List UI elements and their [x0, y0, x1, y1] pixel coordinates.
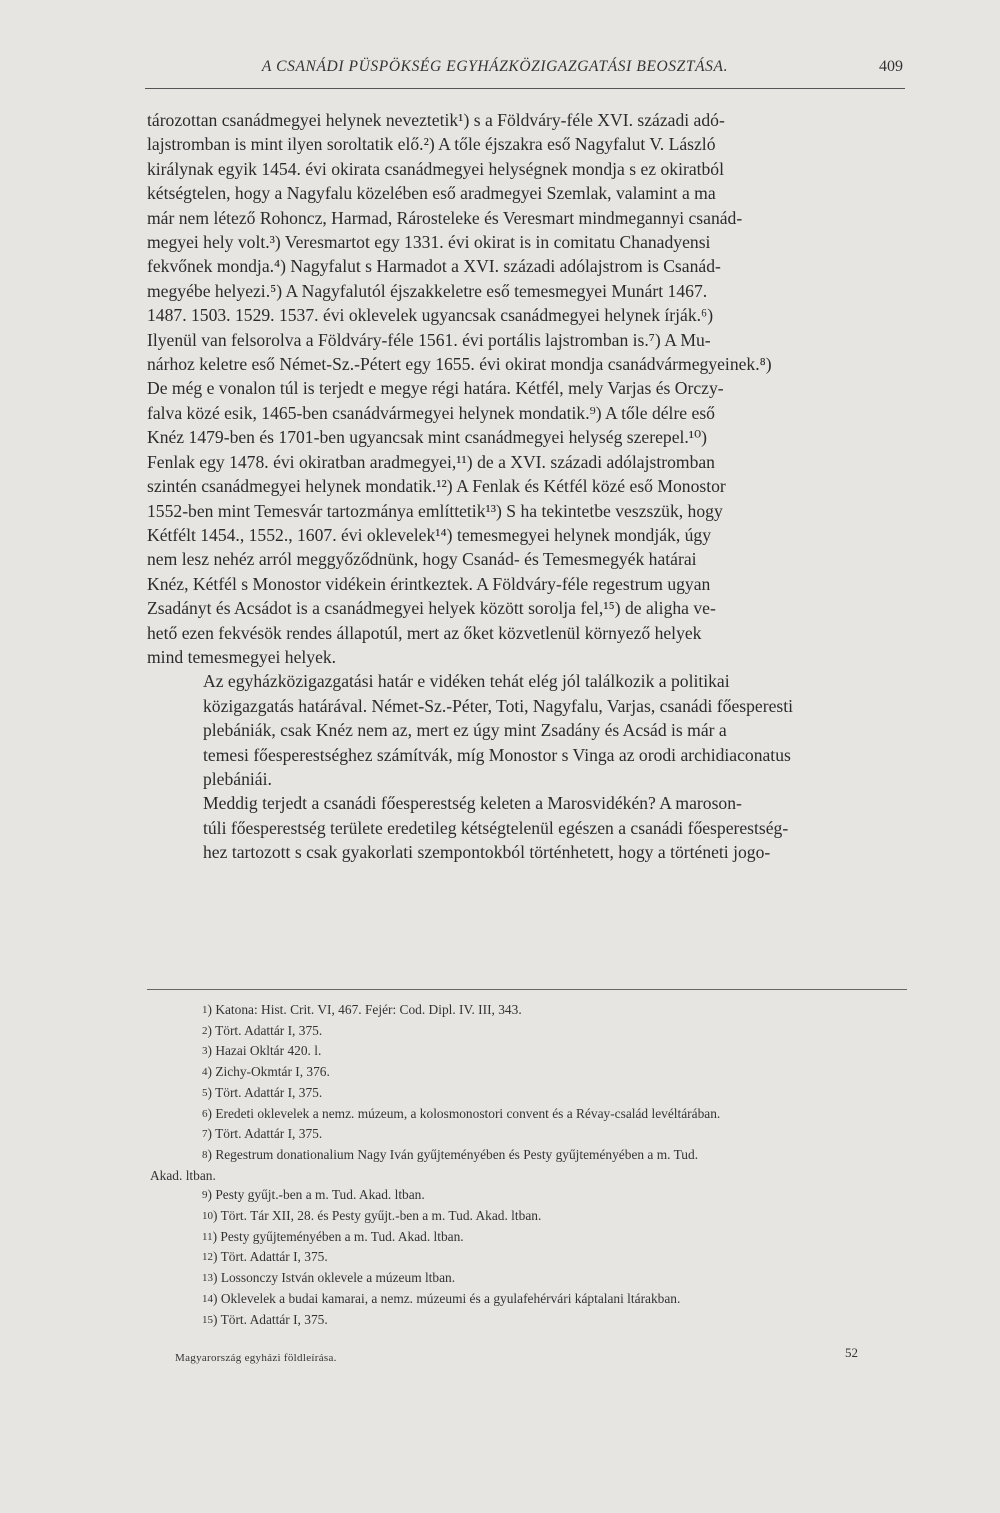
footnote-number: 13 — [202, 1272, 213, 1285]
footnote — [150, 1104, 910, 1125]
footnote-number: 6 — [202, 1107, 208, 1120]
footnote-marker: ) — [207, 1084, 216, 1100]
footnote-marker: ) — [207, 1146, 216, 1162]
paragraph — [147, 791, 905, 864]
footnote — [150, 1247, 910, 1268]
page-number: 409 — [879, 58, 903, 75]
signature-line: Magyarország egyházi földleírása. — [175, 1352, 337, 1364]
text-line: Fenlak egy 1478. évi okiratban aradmegyei,¹¹) de a XVI. századi adólajstromban — [147, 451, 715, 472]
footnote-text: Zichy-Okmtár I, 376. — [215, 1064, 330, 1080]
footnote-text: Eredeti oklevelek a nemz. múzeum, a kolosmonostori convent és a Révay-család levéltárában. — [215, 1105, 721, 1121]
sheet-number: 52 — [845, 1345, 858, 1360]
footnote — [150, 1083, 910, 1104]
footnote-number: 1 — [202, 1004, 208, 1016]
footnote-number: 4 — [202, 1066, 208, 1079]
footnote-number: 11 — [202, 1230, 213, 1243]
text-line: Zsadányt és Acsádot is a csanádmegyei helyek között sorolja fel,¹⁵) de aligha ve- — [147, 598, 716, 619]
text-line: királynak egyik 1454. évi okirata csanádmegyei helységnek mondja s ez okiratból — [147, 158, 724, 179]
footnote-number: 5 — [202, 1086, 208, 1099]
footnote-text: Tört. Tár XII, 28. és Pesty gyűjt.-ben a m. Tud. Akad. ltban. — [220, 1208, 542, 1224]
footnote-text: Regestrum donationalium Nagy Iván gyűjteményében és Pesty gyűjteményében a m. Tud. — [215, 1146, 699, 1162]
footnote — [150, 1185, 910, 1206]
footnote-marker: ) — [213, 1270, 221, 1286]
text-line: Az egyházközigazgatási határ e vidéken tehát elég jól találkozik a politikai — [203, 671, 730, 692]
footnote — [150, 1310, 910, 1331]
footnote — [150, 1206, 910, 1227]
footnote-number: 7 — [202, 1128, 208, 1141]
footnote-text: Pesty gyűjteményében a m. Tud. Akad. ltban. — [220, 1228, 464, 1244]
text-line: Knéz, Kétfél s Monostor vidékein érintkeztek. A Földváry-féle regestrum ugyan — [147, 573, 711, 594]
text-line: megyébe helyezi.⁵) A Nagyfalutól éjszakkeletre eső temesmegyei Munárt 1467. — [147, 280, 708, 301]
text-line: közigazgatás határával. Német-Sz.-Péter, Toti, Nagyfalu, Varjas, csanádi főesperesti — [203, 695, 793, 716]
text-line: De még e vonalon túl is terjedt e megye régi határa. Kétfél, mely Varjas és Orczy- — [147, 378, 724, 399]
footnote-number: 2 — [202, 1024, 208, 1037]
running-title: A CSANÁDI PÜSPÖKSÉG EGYHÁZKÖZIGAZGATÁSI BEOSZTÁSA. — [261, 58, 729, 75]
footnote — [150, 1062, 910, 1083]
footnote-marker: ) — [213, 1208, 221, 1224]
text-line: Knéz 1479-ben és 1701-ben ugyancsak mint csanádmegyei helység szerepel.¹⁰) — [147, 427, 707, 448]
footnote-number: 12 — [202, 1251, 213, 1264]
body-text — [147, 108, 905, 865]
footnote-number: 15 — [202, 1313, 213, 1326]
footnote-separator — [147, 989, 907, 990]
footnote — [150, 1145, 910, 1166]
footnote-text: Tört. Adattár I, 375. — [215, 1022, 323, 1038]
running-header — [145, 58, 905, 89]
text-line: szintén csanádmegyei helynek mondatik.¹²) A Fenlak és Kétfél közé eső Monostor — [147, 476, 726, 497]
text-line: temesi főesperestséghez számítvák, míg Monostor s Vinga az orodi archidiaconatus — [203, 744, 791, 765]
text-line: Kétfélt 1454., 1552., 1607. évi oklevelek¹⁴) temesmegyei helynek mondják, úgy — [147, 524, 712, 545]
footnote-marker: ) — [207, 1064, 216, 1080]
text-line: Ilyenül van felsorolva a Földváry-féle 1561. évi portális lajstromban is.⁷) A Mu- — [147, 329, 711, 350]
footnote-marker: ) — [207, 1043, 216, 1059]
text-line: plebániák, csak Knéz nem az, mert ez úgy mint Zsadány és Acsád is már a — [203, 720, 727, 741]
footnote-marker: ) — [207, 1187, 216, 1203]
footnote-text: Katona: Hist. Crit. VI, 467. Fejér: Cod. Dipl. IV. III, 343. — [215, 1002, 522, 1017]
text-line: tározottan csanádmegyei helynek neveztetik¹) s a Földváry-féle XVI. századi adó- — [147, 110, 725, 130]
footnote-number: 8 — [202, 1148, 208, 1161]
text-line: Meddig terjedt a csanádi főesperestség keleten a Marosvidékén? A maroson- — [203, 793, 742, 814]
text-line: fekvőnek mondja.⁴) Nagyfalut s Harmadot a XVI. századi adólajstrom is Csanád- — [147, 256, 721, 277]
footnote — [150, 1000, 910, 1021]
footnote-marker: ) — [207, 1022, 216, 1038]
text-line: hető ezen fekvésök rendes állapotúl, mert az őket közvetlenül környező helyek — [147, 622, 702, 643]
footnote-number: 9 — [202, 1189, 208, 1202]
paragraph — [147, 669, 905, 791]
footnote-marker: ) — [207, 1126, 216, 1142]
footnote-text: Oklevelek a budai kamarai, a nemz. múzeumi és a gyulafehérvári káptalani ltárakban. — [220, 1290, 681, 1306]
footnote-text: Tört. Adattár I, 375. — [215, 1126, 323, 1142]
text-line: nárhoz keletre eső Német-Sz.-Pétert egy 1655. évi okirat mondja csanádvármegyeinek.⁸) — [147, 354, 772, 375]
text-line: mind temesmegyei helyek. — [147, 646, 337, 667]
text-line: falva közé esik, 1465-ben csanádvármegyei helynek mondatik.⁹) A tőle délre eső — [147, 402, 715, 423]
footnote-number: 3 — [202, 1045, 208, 1058]
footnote-marker: ) — [212, 1228, 221, 1244]
footnote-text: Tört. Adattár I, 375. — [220, 1311, 328, 1327]
footnote-marker: ) — [213, 1249, 221, 1265]
paragraph — [147, 108, 905, 669]
footnote-marker: ) — [213, 1290, 221, 1306]
text-line: plebániái. — [203, 768, 272, 789]
footnote-text: Lossonczy István oklevele a múzeum ltban. — [220, 1270, 456, 1286]
footnote-text: Tört. Adattár I, 375. — [220, 1249, 328, 1265]
text-line: kétségtelen, hogy a Nagyfalu közelében eső aradmegyei Szemlak, valamint a ma — [147, 183, 716, 204]
footnote-text: Tört. Adattár I, 375. — [215, 1084, 323, 1100]
text-line: már nem létező Rohoncz, Harmad, Rárosteleke és Veresmart mindmegannyi csanád- — [147, 207, 743, 228]
text-line: lajstromban is mint ilyen soroltatik elő.²) A tőle éjszakra eső Nagyfalut V. László — [147, 134, 716, 155]
footnote — [150, 1289, 910, 1310]
footnote — [150, 1041, 910, 1062]
text-line: túli főesperestség területe eredetileg kétségtelenül egészen a csanádi főesperestség- — [203, 817, 789, 838]
footnote — [150, 1268, 910, 1289]
footnotes — [150, 1000, 910, 1330]
footnote-text: Pesty gyűjt.-ben a m. Tud. Akad. ltban. — [215, 1187, 425, 1203]
text-line: 1487. 1503. 1529. 1537. évi oklevelek ugyancsak csanádmegyei helynek írják.⁶) — [147, 305, 714, 326]
text-line: nem lesz nehéz arról meggyőződnünk, hogy Csanád- és Temesmegyék határai — [147, 549, 697, 570]
footnote-number: 10 — [202, 1210, 213, 1223]
text-line: megyei hely volt.³) Veresmartot egy 1331. évi okirat is in comitatu Chanadyensi — [147, 232, 711, 253]
footnote — [150, 1227, 910, 1248]
text-line: 1552-ben mint Temesvár tartozmánya említtetik¹³) S ha tekintetbe veszszük, hogy — [147, 500, 723, 521]
footnote — [150, 1124, 910, 1145]
footnote-number: 14 — [202, 1292, 213, 1305]
footnote — [150, 1021, 910, 1042]
footnote-text: Hazai Okltár 420. l. — [215, 1043, 322, 1059]
text-line: hez tartozott s csak gyakorlati szempontokból történhetett, hogy a történeti jogo- — [203, 842, 771, 863]
footnote-marker: ) — [207, 1105, 216, 1121]
footnote-marker: ) — [213, 1311, 221, 1327]
footnote-continuation: Akad. ltban. — [150, 1167, 216, 1183]
footnote-marker: ) — [207, 1002, 216, 1017]
